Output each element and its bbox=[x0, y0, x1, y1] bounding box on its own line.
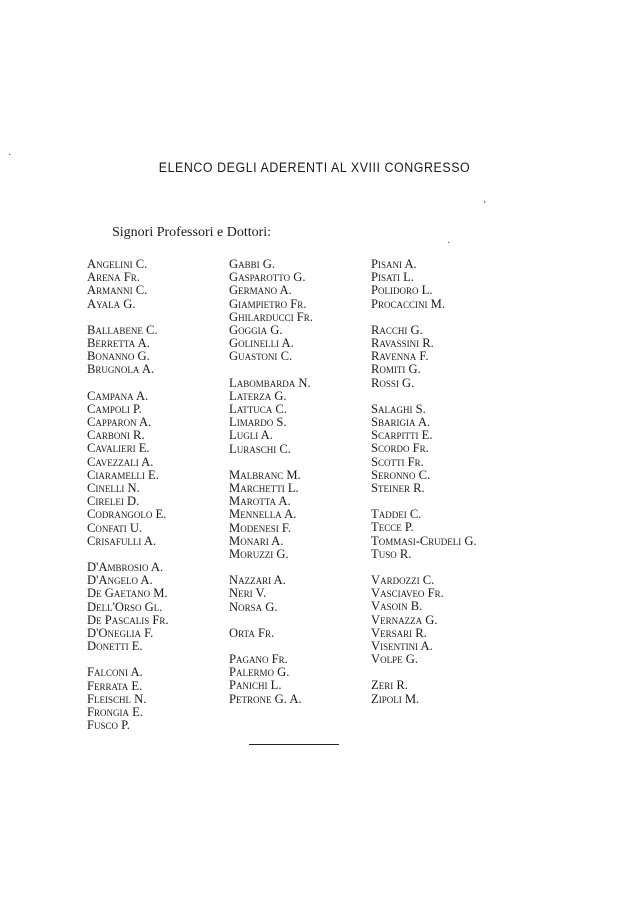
list-item: Crisafulli A. bbox=[87, 533, 157, 548]
list-item: Gabbi G. bbox=[229, 257, 275, 271]
group-spacer bbox=[229, 364, 313, 377]
list-item: Visentini A. bbox=[371, 639, 433, 654]
list-item: D'Oneglia F. bbox=[87, 626, 154, 641]
list-item: Volpe G. bbox=[371, 652, 418, 667]
list-item: Marotta A. bbox=[229, 494, 291, 509]
list-item: Goggia G. bbox=[229, 323, 283, 338]
list-item: Cirelei D. bbox=[87, 494, 140, 509]
list-item: Luraschi C. bbox=[229, 441, 291, 456]
page-title: ELENCO DEGLI ADERENTI AL XVIII CONGRESSO bbox=[158, 160, 471, 175]
closing-rule bbox=[249, 744, 339, 745]
list-item: Lugli A. bbox=[229, 428, 273, 443]
list-item: Ravenna F. bbox=[371, 349, 429, 364]
scan-speck: · bbox=[8, 150, 12, 161]
list-item: Golinelli A. bbox=[229, 336, 294, 351]
list-item: Zipoli M. bbox=[371, 691, 420, 706]
list-item: Palermo G. bbox=[229, 665, 290, 680]
list-item: Zeri R. bbox=[371, 678, 408, 693]
list-item: De Gaetano M. bbox=[87, 586, 168, 601]
list-item: Sbarigia A. bbox=[371, 415, 431, 430]
list-item: Mennella A. bbox=[229, 507, 297, 522]
list-item: Tecce P. bbox=[371, 520, 414, 535]
list-item: Fusco P. bbox=[87, 718, 130, 733]
list-item: Malbranc M. bbox=[229, 467, 301, 482]
list-item: Vasciaveo Fr. bbox=[371, 586, 444, 601]
list-item: Pisati L. bbox=[371, 270, 414, 285]
list-item: D'Ambrosio A. bbox=[87, 560, 164, 575]
list-item: Pagano Fr. bbox=[229, 652, 288, 667]
list-item: Procaccini M. bbox=[371, 296, 446, 311]
list-item: Panichi L. bbox=[229, 678, 282, 693]
scan-speck: ʼ bbox=[483, 200, 487, 211]
list-item: Nazzari A. bbox=[229, 573, 286, 588]
list-item: Taddei C. bbox=[371, 507, 422, 522]
scan-speck: · bbox=[447, 238, 451, 249]
list-item: Cavezzali A. bbox=[87, 454, 154, 469]
list-item: Arena Fr. bbox=[87, 270, 140, 285]
list-item: Modenesi F. bbox=[229, 520, 291, 535]
names-column-2 bbox=[229, 258, 313, 706]
list-item: Pisani A. bbox=[371, 257, 417, 271]
list-item: Steiner R. bbox=[371, 481, 425, 496]
list-item: Tuso R. bbox=[371, 546, 412, 561]
list-item: Scarpitti E. bbox=[371, 428, 433, 443]
list-item: Racchi G. bbox=[371, 322, 423, 337]
list-item: Scotti Fr. bbox=[371, 454, 424, 469]
list-item: D'Angelo A. bbox=[87, 573, 153, 588]
list-subtitle: Signori Professori e Dottori: bbox=[112, 225, 272, 240]
list-item: Carboni R. bbox=[87, 428, 145, 443]
list-item: Scordo Fr. bbox=[371, 441, 429, 456]
list-item: Campoli P. bbox=[87, 401, 142, 416]
list-item: Campana A. bbox=[87, 388, 149, 403]
list-item: Berretta A. bbox=[87, 336, 150, 351]
group-spacer bbox=[229, 614, 313, 627]
group-spacer bbox=[87, 311, 169, 324]
list-item: Guastoni C. bbox=[229, 349, 293, 364]
list-item: Marchetti L. bbox=[229, 481, 299, 496]
list-item: Labombarda N. bbox=[229, 375, 311, 390]
list-item: Falconi A. bbox=[87, 665, 143, 680]
list-item: Lattuca C. bbox=[229, 402, 287, 417]
list-item: Cinelli N. bbox=[87, 481, 140, 496]
list-item: Rossi G. bbox=[371, 375, 415, 390]
list-item: Petrone G. A. bbox=[229, 691, 302, 706]
list-item: Confati U. bbox=[87, 520, 143, 535]
list-item: Monari A. bbox=[229, 533, 284, 548]
list-item: Ayala G. bbox=[87, 296, 136, 311]
list-item: Moruzzi G. bbox=[229, 547, 289, 562]
list-item: Frongia E. bbox=[87, 705, 143, 720]
list-item: Angelini C. bbox=[87, 257, 148, 271]
group-spacer bbox=[371, 311, 477, 324]
list-item: Vasoin B. bbox=[371, 599, 423, 614]
list-item: Dell'Orso Gl. bbox=[87, 599, 163, 614]
list-item: Cavalieri E. bbox=[87, 441, 150, 456]
list-item: Capparon A. bbox=[87, 415, 152, 430]
list-item: Norsa G. bbox=[229, 599, 278, 614]
list-item: Ferrata E. bbox=[87, 678, 143, 693]
list-item: Salaghi S. bbox=[371, 401, 426, 416]
list-item: Tommasi-Crudeli G. bbox=[371, 533, 477, 548]
list-item: Fleischl N. bbox=[87, 691, 147, 706]
group-spacer bbox=[371, 390, 477, 403]
list-item: Brugnola A. bbox=[87, 362, 155, 377]
list-item: Polidoro L. bbox=[371, 283, 433, 298]
names-column-1 bbox=[87, 258, 169, 733]
list-item: Limardo S. bbox=[229, 415, 287, 430]
list-item: Giampietro Fr. bbox=[229, 296, 307, 311]
list-item: Ravassini R. bbox=[371, 336, 434, 351]
list-item: Bonanno G. bbox=[87, 349, 150, 364]
group-spacer bbox=[87, 377, 169, 390]
list-item: Vardozzi C. bbox=[371, 573, 435, 588]
names-column-3 bbox=[371, 258, 477, 706]
list-item: Ghilarducci Fr. bbox=[229, 309, 313, 324]
list-item: Seronno C. bbox=[371, 467, 431, 482]
list-item: De Pascalis Fr. bbox=[87, 612, 169, 627]
list-item: Neri V. bbox=[229, 586, 267, 601]
list-item: Gasparotto G. bbox=[229, 270, 306, 285]
list-item: Versari R. bbox=[371, 625, 427, 640]
list-item: Ballabene C. bbox=[87, 322, 158, 337]
list-item: Donetti E. bbox=[87, 639, 143, 654]
list-item: Romiti G. bbox=[371, 362, 421, 377]
list-item: Ciaramelli E. bbox=[87, 467, 159, 482]
list-item: Vernazza G. bbox=[371, 612, 438, 627]
group-spacer bbox=[229, 456, 313, 469]
list-item: Germano A. bbox=[229, 283, 292, 298]
list-item: Armanni C. bbox=[87, 283, 148, 298]
list-item: Codrangolo E. bbox=[87, 507, 167, 522]
list-item: Laterza G. bbox=[229, 388, 287, 403]
list-item: Orta Fr. bbox=[229, 625, 275, 640]
